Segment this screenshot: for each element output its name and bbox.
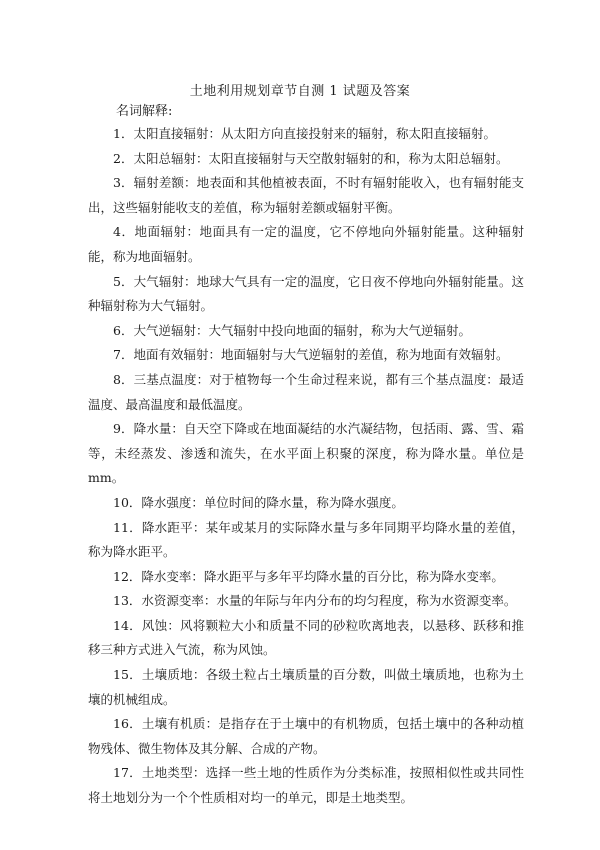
definition-entry: 12．降水变率：降水距平与多年平均降水量的百分比，称为降水变率。 xyxy=(113,568,504,584)
definition-entry: 16．土壤有机质：是指存在于土壤中的有机物质，包括土壤中的各种动植物残体、微生物体及其分解、合成的产物。 xyxy=(88,716,524,756)
section-heading: 名词解释: xyxy=(116,104,173,119)
definition-entry: 10．降水强度：单位时间的降水量，称为降水强度。 xyxy=(113,494,404,510)
document-title: 土地利用规划章节自测 1 试题及答案 xyxy=(189,84,411,99)
definition-entry: 6．大气逆辐射：大气辐射中投向地面的辐射，称为大气逆辐射。 xyxy=(113,322,471,338)
definition-entry: 2．太阳总辐射：太阳直接辐射与天空散射辐射的和，称为太阳总辐射。 xyxy=(113,150,509,166)
definition-entry: 3．辐射差额：地表面和其他植被表面，不时有辐射能收入，也有辐射能支出，这些辐射能收支的差值，称为辐射差额或辐射平衡。 xyxy=(88,175,524,215)
definition-entry: 15．土壤质地：各级土粒占土壤质量的百分数，叫做土壤质地，也称为土壤的机械组成。 xyxy=(88,667,524,707)
definition-entry: 9．降水量：自天空下降或在地面凝结的水汽凝结物，包括雨、露、雪、霜等，未经蒸发、渗透和流失，在水平面上积聚的深度，称为降水量。单位是 mm。 xyxy=(88,421,524,486)
definition-entry: 11．降水距平：某年或某月的实际降水量与多年同期平均降水量的差值，称为降水距平。 xyxy=(88,519,524,560)
definition-entry: 4．地面辐射：地面具有一定的温度，它不停地向外辐射能量。这种辐射能，称为地面辐射。 xyxy=(88,224,524,264)
definition-entry: 14．风蚀：风将颗粒大小和质量不同的砂粒吹离地表，以悬移、跃移和推移三种方式进入气流，称为风蚀。 xyxy=(88,617,524,658)
definition-list xyxy=(88,122,524,811)
definition-entry: 7．地面有效辐射：地面辐射与大气逆辐射的差值，称为地面有效辐射。 xyxy=(113,347,509,363)
definition-entry: 5．大气辐射：地球大气具有一定的温度，它日夜不停地向外辐射能量。这种辐射称为大气辐射。 xyxy=(88,273,524,314)
definition-entry: 8．三基点温度：对于植物每一个生命过程来说，都有三个基点温度：最适温度、最高温度和最低温度。 xyxy=(88,371,524,412)
definition-entry: 17．土地类型：选择一些土地的性质作为分类标准，按照相似性或共同性将土地划分为一个个性质相对均一的单元，即是土地类型。 xyxy=(88,765,524,806)
definition-entry: 1．太阳直接辐射：从太阳方向直接投射来的辐射，称太阳直接辐射。 xyxy=(113,126,496,141)
definition-entry: 13．水资源变率：水量的年际与年内分布的均匀程度，称为水资源变率。 xyxy=(113,593,517,609)
